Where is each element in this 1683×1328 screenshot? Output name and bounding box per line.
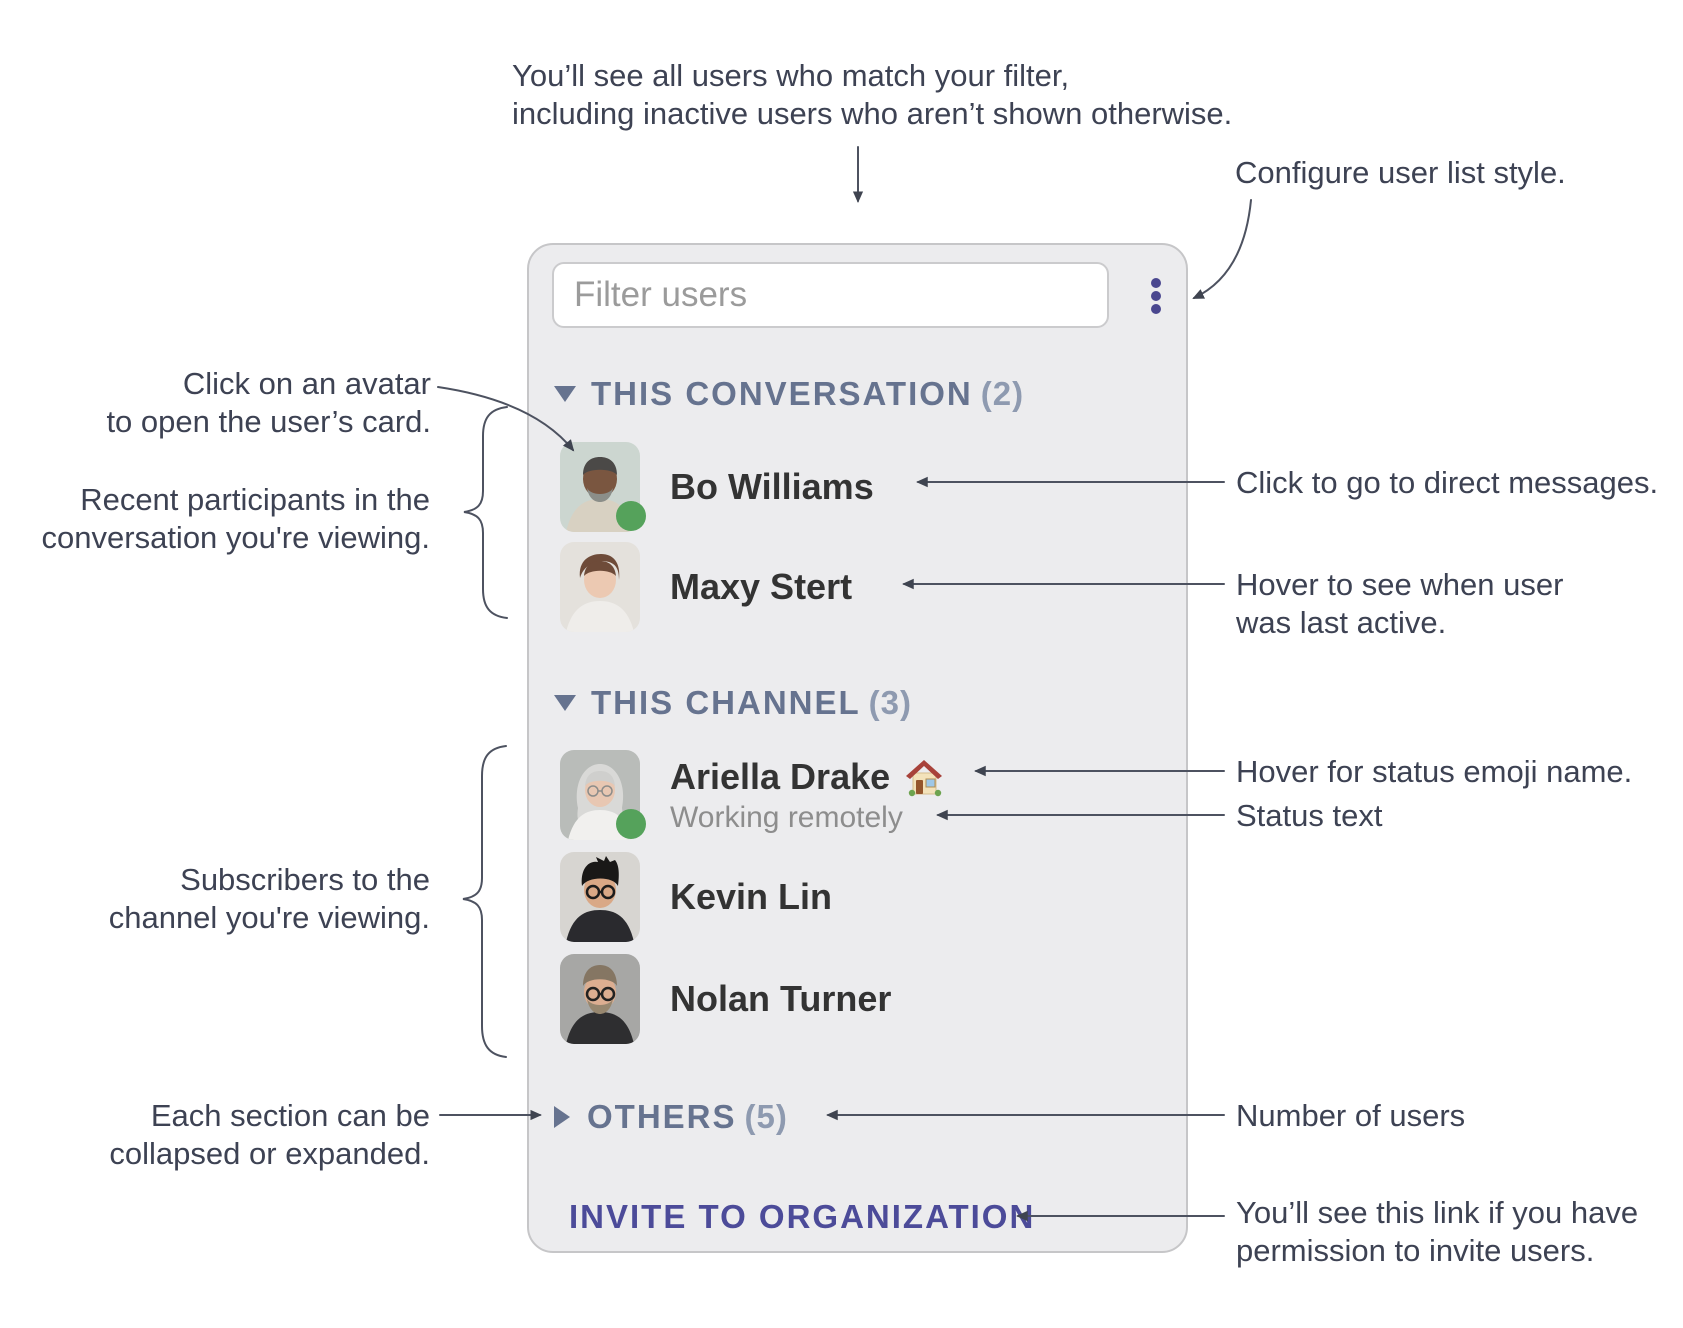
user-list-panel [527, 243, 1188, 1253]
avatar-maxy-stert[interactable] [560, 542, 640, 632]
user-list-style-menu-icon[interactable] [1142, 278, 1170, 330]
section-label: THIS CONVERSATION [591, 375, 973, 412]
house-status-emoji-icon [904, 757, 944, 797]
annotation-status-text: Status text [1236, 798, 1383, 833]
annotation-configure: Configure user list style. [1235, 155, 1566, 190]
brace-recent-participants [464, 407, 507, 618]
user-row-ariella-drake[interactable] [560, 750, 944, 840]
user-row-kevin-lin[interactable] [560, 852, 832, 942]
user-row-nolan-turner[interactable] [560, 954, 891, 1044]
annotation-last-active: Hover to see when user was last active. [1236, 567, 1564, 640]
presence-active-dot [616, 809, 646, 839]
annotation-collapse-sections: Each section can be collapsed or expanded. [109, 1098, 430, 1171]
annotation-filter-note: You’ll see all users who match your filter, including inactive users who aren’t shown otherwise. [512, 58, 1233, 131]
avatar-photo [560, 954, 640, 1044]
chevron-right-icon [554, 1106, 570, 1128]
user-name[interactable]: Maxy Stert [670, 566, 853, 607]
avatar-ariella-drake[interactable] [560, 750, 640, 840]
chevron-down-icon [554, 386, 576, 402]
annotation-click-avatar: Click on an avatar to open the user’s card. [106, 366, 431, 439]
avatar-photo [560, 852, 640, 942]
arrow-configure [1194, 200, 1251, 298]
section-count: (2) [980, 375, 1025, 412]
section-label: THIS CHANNEL [591, 684, 861, 721]
annotation-invite-permission: You’ll see this link if you have permission to invite users. [1236, 1195, 1639, 1268]
section-header-this-conversation[interactable] [554, 376, 1024, 412]
avatar-photo [560, 542, 640, 632]
section-count: (5) [744, 1098, 788, 1135]
annotation-status-emoji: Hover for status emoji name. [1236, 754, 1633, 789]
section-count: (3) [868, 684, 913, 721]
avatar-kevin-lin[interactable] [560, 852, 640, 942]
invite-to-organization-link[interactable]: INVITE TO ORGANIZATION [569, 1198, 1036, 1235]
chevron-down-icon [554, 695, 576, 711]
annotation-subscribers: Subscribers to the channel you're viewing. [108, 862, 430, 935]
brace-subscribers [463, 746, 506, 1057]
section-header-others[interactable] [554, 1099, 788, 1135]
filter-users-input[interactable] [552, 262, 1109, 328]
user-name[interactable]: Nolan Turner [670, 978, 892, 1019]
user-name[interactable]: Kevin Lin [670, 876, 833, 917]
avatar-bo-williams[interactable] [560, 442, 640, 532]
annotation-number-of-users: Number of users [1236, 1098, 1466, 1133]
section-label: OTHERS [587, 1098, 737, 1135]
section-header-this-channel[interactable] [554, 685, 912, 721]
annotation-direct-messages: Click to go to direct messages. [1236, 465, 1659, 500]
user-row-maxy-stert[interactable] [560, 542, 852, 632]
avatar-nolan-turner[interactable] [560, 954, 640, 1044]
user-row-bo-williams[interactable] [560, 442, 874, 532]
annotation-recent-participants: Recent participants in the conversation you're viewing. [41, 482, 430, 555]
user-status-text: Working remotely [670, 800, 903, 834]
user-name[interactable]: Bo Williams [670, 466, 874, 507]
presence-active-dot [616, 501, 646, 531]
user-name[interactable]: Ariella Drake [670, 755, 891, 797]
